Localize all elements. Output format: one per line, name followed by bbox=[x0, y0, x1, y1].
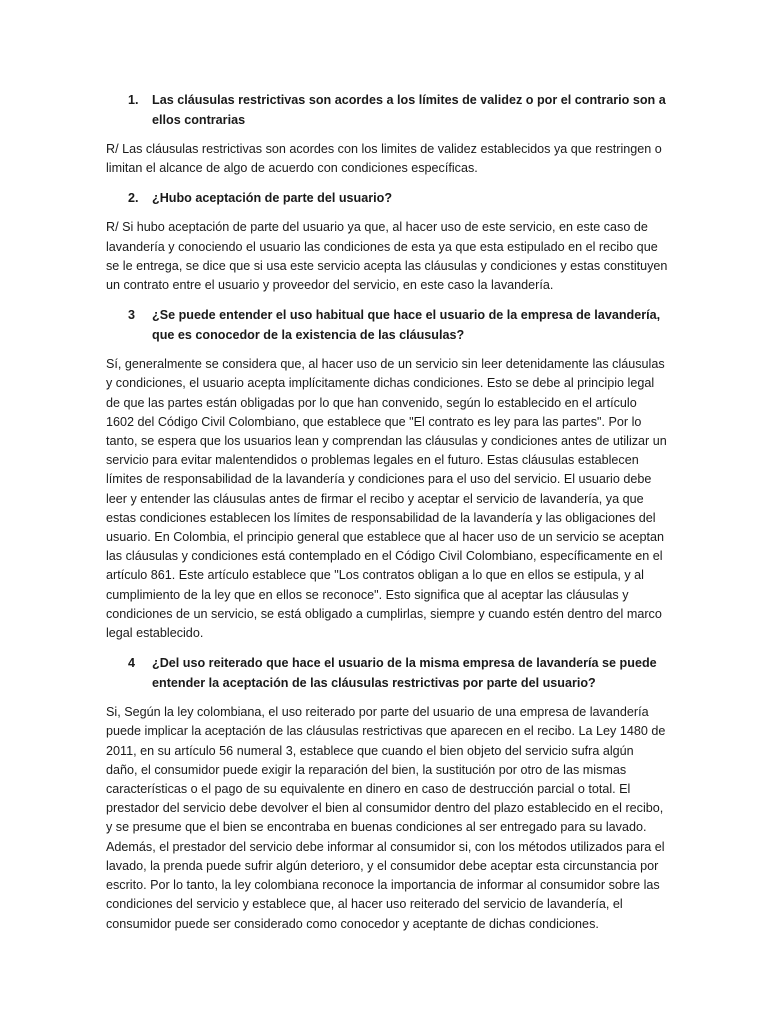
question-number: 1. bbox=[128, 93, 139, 107]
question-2 bbox=[106, 188, 668, 208]
question-number: 3 bbox=[128, 308, 136, 323]
answer-4: Si, Según la ley colombiana, el uso reiterado por parte del usuario de una empresa de lavandería puede implicar la aceptación de las cláusulas restrictivas que aparecen en el recibo. La Ley 1480 de 2011, en su artículo 56 numeral 3, establece que cuando el bien objeto del servicio sufra algún daño, el consumidor puede exigir la reparación del bien, la sustitución por otro de las mismas características o el pago de su equivalente en dinero en caso de destrucción parcial o total. El prestador del servicio debe devolver el bien al consumidor dentro del plazo establecido en el recibo, y se presume que el bien se encontraba en buenas condiciones al ser entregado para su lavado. Además, el prestador del servicio debe informar al consumidor si, con los métodos utilizados para el lavado, la prenda puede sufrir algún deterioro, y el consumidor debe aceptar esta circunstancia por escrito. Por lo tanto, la ley colombiana reconoce la importancia de informar al consumidor sobre las condiciones del servicio y establece que, al hacer uso reiterado del servicio de lavandería, el consumidor puede ser considerado como conocedor y aceptante de dichas condiciones. bbox=[106, 705, 666, 931]
question-text: ¿Hubo aceptación de parte del usuario? bbox=[152, 191, 393, 206]
question-1 bbox=[106, 90, 668, 130]
question-3 bbox=[106, 305, 668, 345]
question-text: ¿Se puede entender el uso habitual que hace el usuario de la empresa de lavandería, que es conocedor de la existencia de las cláusulas? bbox=[152, 308, 661, 343]
answer-3: Sí, generalmente se considera que, al hacer uso de un servicio sin leer detenidamente las cláusulas y condiciones, el usuario acepta implícitamente dichas condiciones. Esto se debe al principio legal de que las partes están obligadas por lo que han convenido, según lo establecido en el artículo 1602 del Código Civil Colombiano, que establece que "El contrato es ley para las partes". Por lo tanto, se espera que los usuarios lean y comprendan las cláusulas y condiciones antes de utilizar un servicio para evitar malentendidos o problemas legales en el futuro. Estas cláusulas establecen límites de responsabilidad de la lavandería y condiciones para el uso del servicio. El usuario debe leer y entender las cláusulas antes de firmar el recibo y aceptar el servicio de lavandería, ya que estas condiciones establecen los límites de responsabilidad de la lavandería y las obligaciones del usuario. En Colombia, el principio general que establece que al hacer uso de un servicio se aceptan las cláusulas y condiciones está contemplado en el Código Civil Colombiano, específicamente en el artículo 861. Este artículo establece que "Los contratos obligan a lo que en ellos se estipula, y al cumplimiento de la ley que en ellos se reconoce". Esto significa que al aceptar las cláusulas y condiciones de un servicio, se está obligado a cumplirlas, siempre y cuando estén dentro del marco legal establecido. bbox=[106, 357, 667, 641]
question-text: Las cláusulas restrictivas son acordes a los límites de validez o por el contrario son a ellos contrarias bbox=[152, 93, 666, 127]
question-number: 4 bbox=[128, 656, 136, 671]
question-4 bbox=[106, 653, 668, 693]
answer-2: R/ Si hubo aceptación de parte del usuario ya que, al hacer uso de este servicio, en este caso de lavandería y conociendo el usuario las condiciones de esta ya que esta estipulado en el recibo que se le entrega, se dice que si usa este servicio acepta las cláusulas y condiciones y estas constituyen un contrato entre el usuario y proveedor del servicio, en este caso la lavandería. bbox=[106, 220, 668, 293]
question-text: ¿Del uso reiterado que hace el usuario de la misma empresa de lavandería se puede entender la aceptación de las cláusulas restrictivas por parte del usuario? bbox=[152, 656, 657, 691]
answer-1: R/ Las cláusulas restrictivas son acordes con los limites de validez establecidos ya que restringen o limitan el alcance de algo de acuerdo con condiciones específicas. bbox=[106, 142, 662, 176]
question-number: 2. bbox=[128, 191, 139, 206]
